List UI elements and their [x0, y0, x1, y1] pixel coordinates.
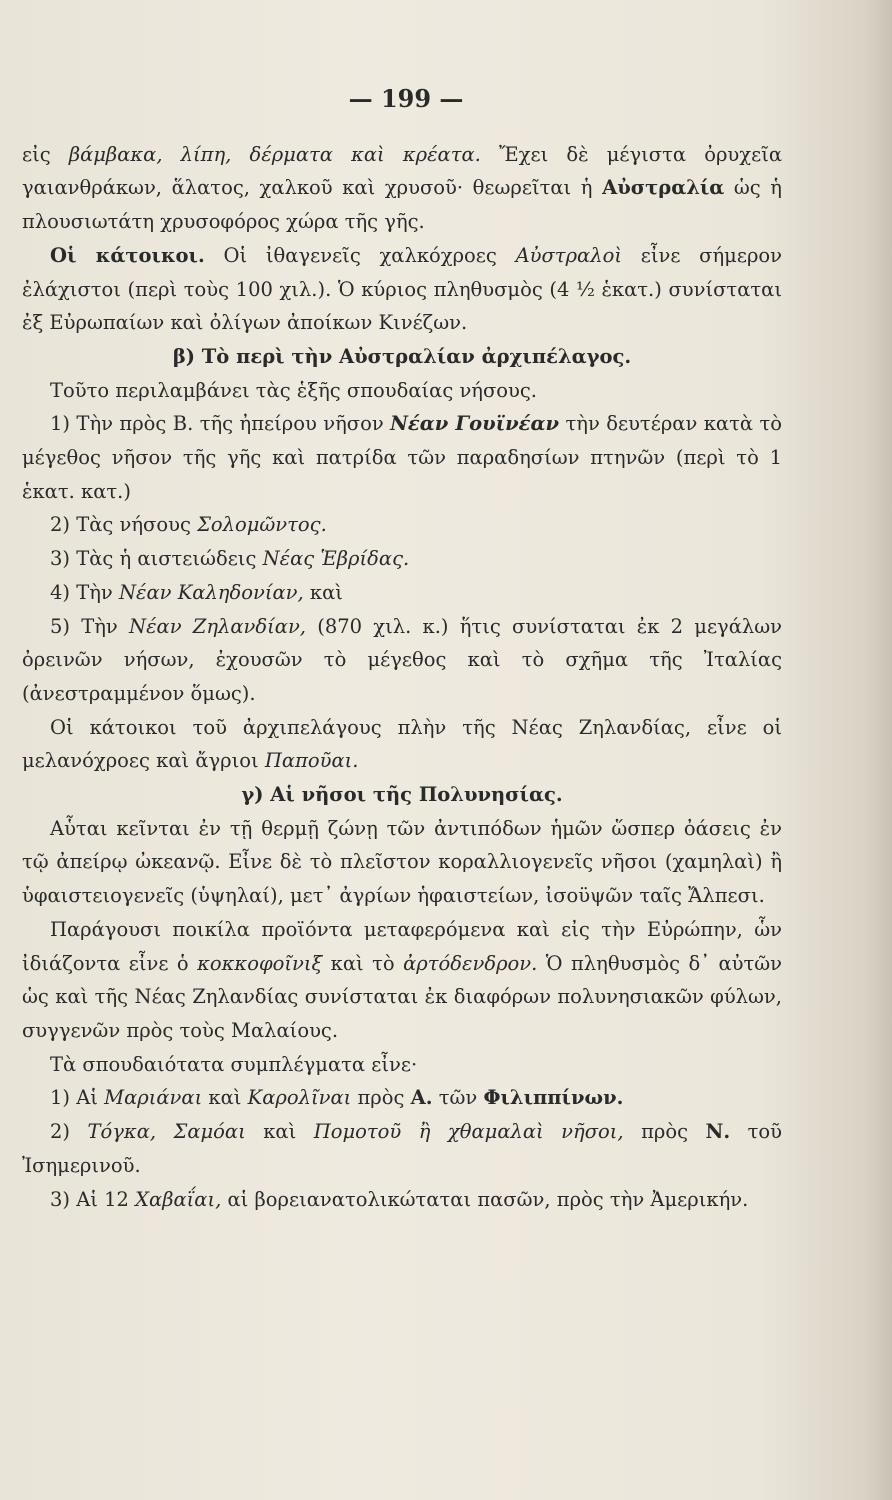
section-label: Οἱ κάτοικοι. [50, 243, 205, 267]
list-item-hawaii [22, 1183, 782, 1217]
page-text [22, 82, 782, 1216]
text-run: Φιλιππίνων. [483, 1086, 624, 1110]
text-run: Χαβαΐαι, [135, 1187, 222, 1211]
list-item-caledonia [22, 576, 782, 610]
text-run: αἱ βορειανατολικώταται πασῶν, πρὸς τὴν Ἀμερικήν. [221, 1187, 749, 1211]
text-run: τοῦ Ἰσημερινοῦ. [22, 1120, 783, 1177]
text-run: 2) [50, 1120, 88, 1144]
text-run: Ὁ πληθυσμὸς δ᾽ αὐτῶν ὡς καὶ τῆς Νέας Ζηλανδίας συνίσταται ἐκ διαφόρων πολυνησιακῶν φύλων, συγγενῶν πρὸς τοὺς Μαλαίους. [22, 951, 783, 1042]
text-run: 3) Τὰς ἡ αιστειώδεις [50, 547, 263, 571]
text-run: πρὸς [623, 1120, 706, 1144]
text-run: 1) Αἱ [50, 1086, 105, 1110]
text-run: ἀρτόδενδρον. [403, 951, 538, 975]
list-item-hebrides [22, 542, 782, 576]
text-run: Νέαν Ζηλανδίαν, [129, 614, 307, 638]
text-run: 1) Τὴν πρὸς Β. τῆς ἠπείρου νῆσον [50, 412, 391, 436]
heading-archipelago: β) Τὸ περὶ τὴν Αὐστραλίαν ἀρχιπέλαγος. [172, 344, 632, 368]
text-run: Αὐστραλοὶ [515, 243, 622, 267]
paragraph-groups: Τὰ σπουδαιότατα συμπλέγματα εἶνε· [50, 1052, 418, 1076]
text-run: καὶ [303, 580, 343, 604]
text-run: καὶ [245, 1120, 314, 1144]
text-run: εἶνε σήμερον ἐλάχιστοι (περὶ τοὺς 100 χιλ.). Ὁ κύριος πληθυσμὸς (4 ½ ἑκατ.) συνίσταται ἐξ Εὐρωπαίων καὶ ὀλίγων ἀποίκων Κινέζων. [22, 243, 783, 335]
text-run: Ν. [705, 1120, 731, 1144]
list-item-marianas [22, 1081, 782, 1115]
paragraph-inhabitants [22, 239, 782, 340]
text-run: καὶ [202, 1086, 248, 1110]
text-run: εἰς [22, 142, 69, 166]
heading-polynesia: γ) Αἱ νῆσοι τῆς Πολυνησίας. [241, 783, 563, 807]
page-number: — 199 — [348, 84, 464, 113]
text-run: 2) Τὰς νήσους [50, 513, 198, 537]
text-run: καὶ τὸ [322, 951, 404, 975]
text-run: βάμβακα, λίπη, δέρματα καὶ κρέατα. [68, 142, 481, 166]
list-item-new-guinea [22, 407, 782, 508]
text-run: Ἔχει δὲ μέγιστα ὀρυχεῖα γαιανθράκων, ἅλατος, χαλκοῦ καὶ χρυσοῦ· θεωρεῖται ἡ [22, 142, 783, 200]
paragraph-papuans [22, 711, 782, 778]
text-run: Αὐστραλία [602, 176, 725, 200]
text-run: τῶν [432, 1086, 484, 1110]
text-run: κοκκοφοῖνιξ [197, 951, 323, 975]
text-run: Καρολῖναι [247, 1086, 352, 1110]
list-item-new-zealand [22, 610, 782, 711]
paragraph-products [22, 913, 782, 1048]
text-run: πρὸς [351, 1086, 411, 1110]
text-run: Νέαν Καληδονίαν, [118, 580, 304, 604]
text-run: Τόγκα, Σαμόαι [87, 1120, 246, 1144]
paragraph-intro: Τοῦτο περιλαμβάνει τὰς ἑξῆς σπουδαίας νήσους. [50, 378, 538, 402]
text-run: Οἱ ἰθαγενεῖς χαλκόχροες [204, 243, 516, 267]
text-run: Μαριάναι [104, 1086, 203, 1110]
text-run: Παράγουσι ποικίλα προϊόντα μεταφερόμενα καὶ εἰς τὴν Εὐρώπην, ὧν ἰδιάζοντα εἶνε ὁ [22, 917, 782, 975]
text-run: ὡς ἡ πλουσιωτάτη χρυσοφόρος χώρα τῆς γῆς. [22, 176, 782, 234]
text-run: τὴν δευτέραν κατὰ τὸ μέγεθος νῆσον τῆς γῆς καὶ πατρίδα τῶν παραδησίων πτηνῶν (περὶ τὸ 1 ἑκατ. κατ.) [22, 412, 782, 503]
text-run: Πομοτοῦ ἢ χθαμαλαὶ νῆσοι, [313, 1120, 624, 1144]
list-item-solomon [22, 508, 782, 542]
text-run: 3) Αἱ 12 [50, 1187, 136, 1211]
text-run: Νέας Ἑβρίδας. [262, 547, 410, 571]
list-item-tonga [22, 1115, 782, 1182]
paragraph-polynesia: Αὗται κεῖνται ἐν τῇ θερμῇ ζώνῃ τῶν ἀντιπόδων ἡμῶν ὥσπερ ὀάσεις ἐν τῷ ἀπείρῳ ὠκεανῷ. Εἶνε δὲ τὸ πλεῖστον κοραλλιογενεῖς νῆσοι (χαμηλαὶ) ἢ ὑφαιστειογενεῖς (ὑψηλαί), μετ᾽ ἀγρίων ἡφαιστείων, ἰσοϋψῶν ταῖς Ἄλπεσι. [22, 816, 782, 908]
paragraph-wealth [22, 138, 782, 239]
text-run: 4) Τὴν [50, 580, 119, 604]
text-run: Α. [410, 1086, 433, 1110]
text-run: Νέαν Γουϊνέαν [390, 412, 560, 436]
text-run: Σολομῶντος. [197, 513, 327, 537]
text-run: Παποῦαι. [264, 749, 359, 773]
text-run: (870 χιλ. κ.) ἥτις συνίσταται ἐκ 2 μεγάλων ὀρεινῶν νήσων, ἐχουσῶν τὸ μέγεθος καὶ τὸ σχῆμα τῆς Ἰταλίας (ἀνεστραμμένον ὅμως). [22, 614, 782, 705]
text-run: 5) Τὴν [50, 614, 130, 638]
text-run: Οἱ κάτοικοι τοῦ ἀρχιπελάγους πλὴν τῆς Νέας Ζηλανδίας, εἶνε οἱ μελανόχροες καὶ ἄγριοι [22, 715, 782, 773]
